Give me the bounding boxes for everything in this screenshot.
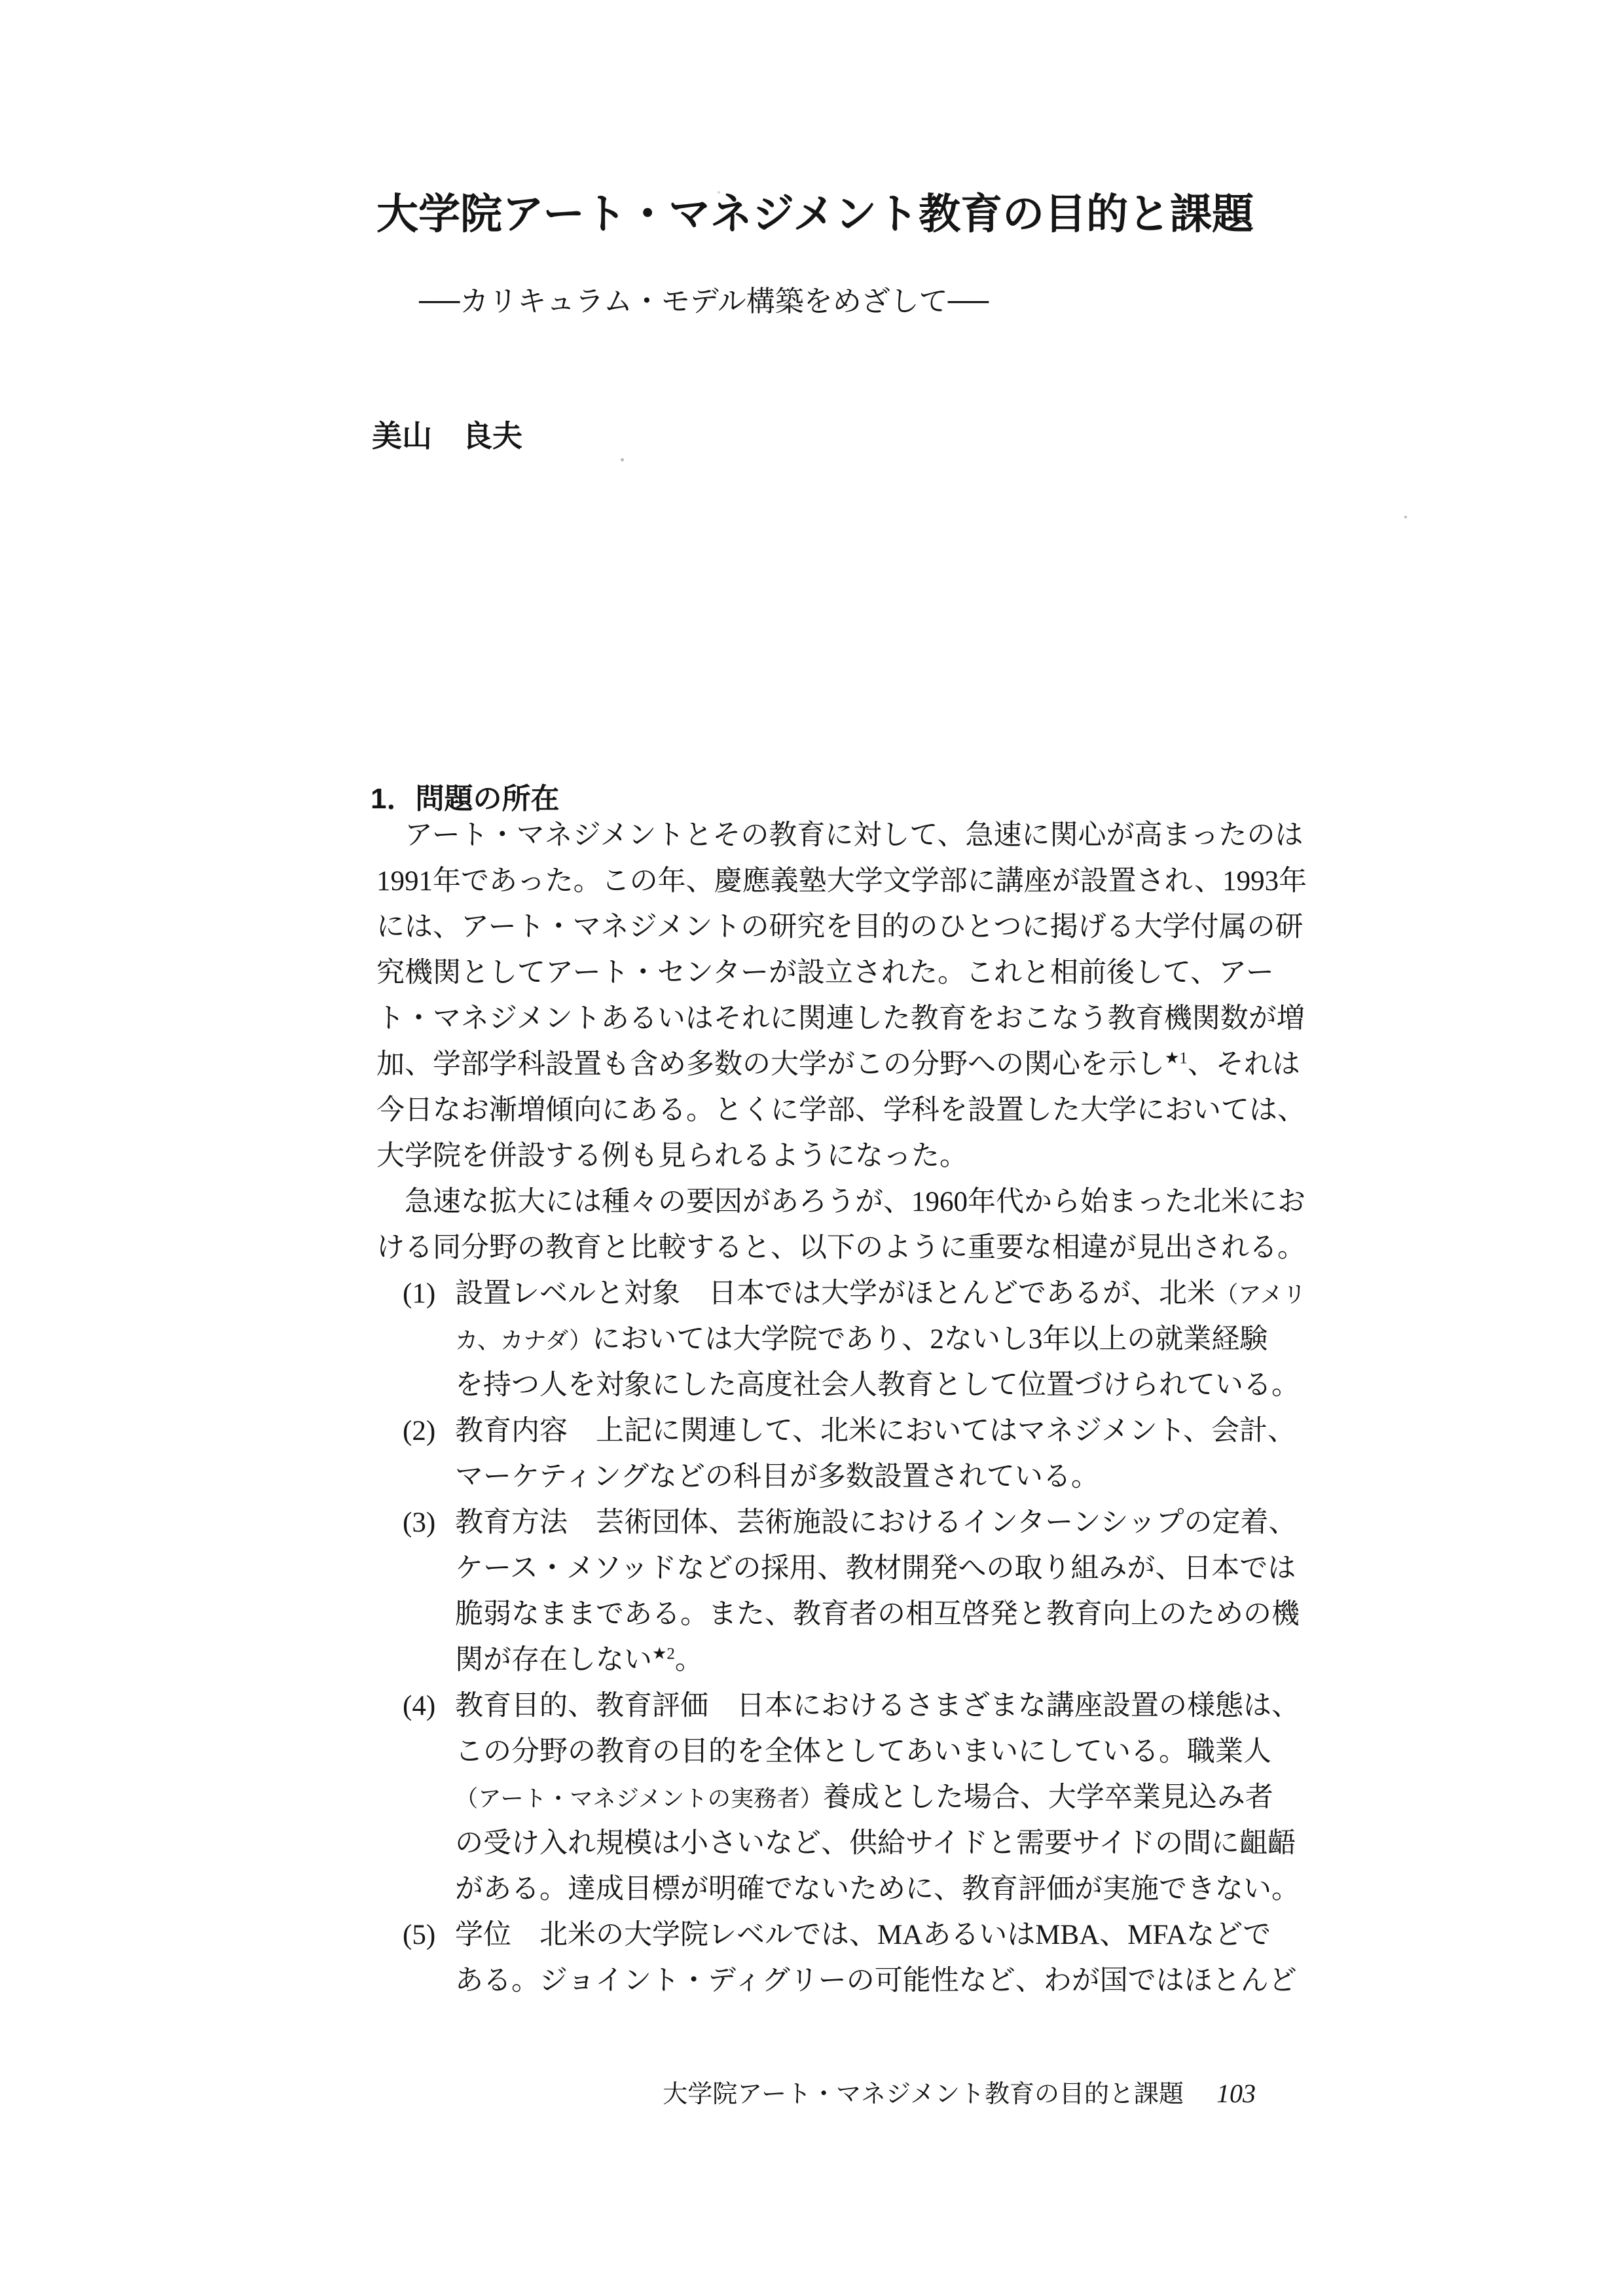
list-line (376, 1821, 1309, 1867)
body-line (376, 813, 1309, 859)
list-line (376, 1958, 1309, 2004)
body-text-segment: 教育内容 上記に関連して、北米においてはマネジメント、会計、 (455, 1416, 1296, 1446)
body-text-segment: 教育目的、教育評価 日本におけるさまざまな講座設置の様態は、 (455, 1691, 1300, 1721)
list-line (376, 1638, 1309, 1683)
parenthetical-text: （アメリ (1215, 1282, 1306, 1308)
body-text-segment: ける同分野の教育と比較すると、以下のように重要な相違が見出される。 (376, 1232, 1305, 1263)
body-text-segment: 究機関としてアート・センターが設立された。これと相前後して、アー (376, 958, 1274, 988)
body-text-segment: には、アート・マネジメントの研究を目的のひとつに掲げる大学付属の研 (376, 912, 1304, 942)
parenthetical-text: （アート・マネジメントの実務者） (455, 1786, 823, 1812)
body-line (376, 1225, 1309, 1271)
body-text-segment: を持つ人を対象にした高度社会人教育として位置づけられている。 (455, 1370, 1300, 1401)
body-text-segment: 関が存在しない (455, 1645, 652, 1676)
page-number: 103 (1216, 2079, 1256, 2108)
body-text-segment: 、それは (1187, 1049, 1300, 1080)
body-text-segment: 設置レベルと対象 日本では大学がほとんどであるが、北米 (455, 1278, 1215, 1309)
section-heading: 1．問題の所在 (371, 783, 560, 815)
body-line (376, 1088, 1309, 1134)
body-text-segment: 学位 北米の大学院レベルでは、MAあるいはMBA、MFAなどで (455, 1920, 1271, 1950)
list-line (376, 1317, 1309, 1363)
body-text-segment: がある。達成目標が明確でないために、教育評価が実施できない。 (455, 1874, 1300, 1905)
running-title: 大学院アート・マネジメント教育の目的と課題 (663, 2081, 1184, 2108)
body-text-segment: においては大学院であり、2ないし3年以上の就業経験 (592, 1324, 1268, 1355)
list-line (376, 1592, 1309, 1638)
scan-speck (1404, 516, 1407, 518)
body-line (376, 1179, 1309, 1225)
body-text-segment: 大学院を併設する例も見られるようになった。 (376, 1141, 968, 1172)
body-line (376, 996, 1309, 1042)
list-line (376, 1271, 1309, 1317)
footnote-marker: ★2 (652, 1645, 675, 1663)
body-text-segment: 急速な拡大には種々の要因があろうが、1960年代から始まった北米にお (376, 1187, 1305, 1217)
list-line (376, 1729, 1309, 1775)
scan-speck (621, 458, 624, 461)
list-item-marker: (1) (403, 1278, 436, 1309)
body-text-segment: アート・マネジメントとその教育に対して、急速に関心が高まったのは (376, 820, 1304, 851)
body-text-segment: この分野の教育の目的を全体としてあいまいにしている。職業人 (455, 1736, 1271, 1767)
paper-subtitle: ──カリキュラム・モデル構築をめざして── (419, 285, 989, 317)
body-text-segment: 1991年であった。この年、慶應義塾大学文学部に講座が設置され、1993年 (376, 866, 1307, 897)
body-text-segment: の受け入れ規模は小さいなど、供給サイドと需要サイドの間に齟齬 (455, 1828, 1296, 1859)
paper-title: 大学院アート・マネジメント教育の目的と課題 (376, 191, 1254, 238)
body-text-segment: 脆弱なままである。また、教育者の相互啓発と教育向上のための機 (455, 1599, 1300, 1630)
list-line (376, 1363, 1309, 1408)
body-line (376, 859, 1309, 905)
body-text-segment: 。 (674, 1645, 703, 1676)
body-line (376, 1042, 1309, 1088)
body-line (376, 950, 1309, 996)
parenthetical-text: カ、カナダ） (455, 1328, 593, 1354)
body-text-segment: 教育方法 芸術団体、芸術施設におけるインターンシップの定着、 (455, 1507, 1297, 1538)
author-name: 美山 良夫 (372, 419, 522, 453)
list-item-marker: (5) (403, 1920, 436, 1950)
list-line (376, 1912, 1309, 1958)
body-text-segment: ト・マネジメントあるいはそれに関連した教育をおこなう教育機関数が増 (376, 1003, 1305, 1034)
list-line (376, 1775, 1309, 1821)
list-line (376, 1454, 1309, 1500)
list-line (376, 1546, 1309, 1592)
body-line (376, 905, 1309, 950)
list-line (376, 1683, 1309, 1729)
list-line (376, 1408, 1309, 1454)
list-line (376, 1500, 1309, 1546)
body-text-segment: ある。ジョイント・ディグリーの可能性など、わが国ではほとんど (455, 1965, 1297, 1996)
body-text-segment: 加、学部学科設置も含め多数の大学がこの分野への関心を示し (376, 1049, 1165, 1080)
body-line (376, 1134, 1309, 1179)
body-text-segment: 今日なお漸増傾向にある。とくに学部、学科を設置した大学においては、 (376, 1095, 1305, 1126)
list-item-marker: (4) (403, 1691, 436, 1721)
body-text-segment: マーケティングなどの科目が多数設置されている。 (455, 1462, 1099, 1492)
footnote-marker: ★1 (1165, 1049, 1188, 1067)
body-text-segment: ケース・メソッドなどの採用、教材開発への取り組みが、日本では (455, 1553, 1296, 1584)
list-item-marker: (2) (403, 1416, 436, 1446)
page-footer (0, 2073, 1256, 2109)
list-item-marker: (3) (403, 1507, 436, 1538)
body-text (376, 813, 1309, 2004)
body-text-segment: 養成とした場合、大学卒業見込み者 (822, 1782, 1273, 1813)
list-line (376, 1867, 1309, 1912)
